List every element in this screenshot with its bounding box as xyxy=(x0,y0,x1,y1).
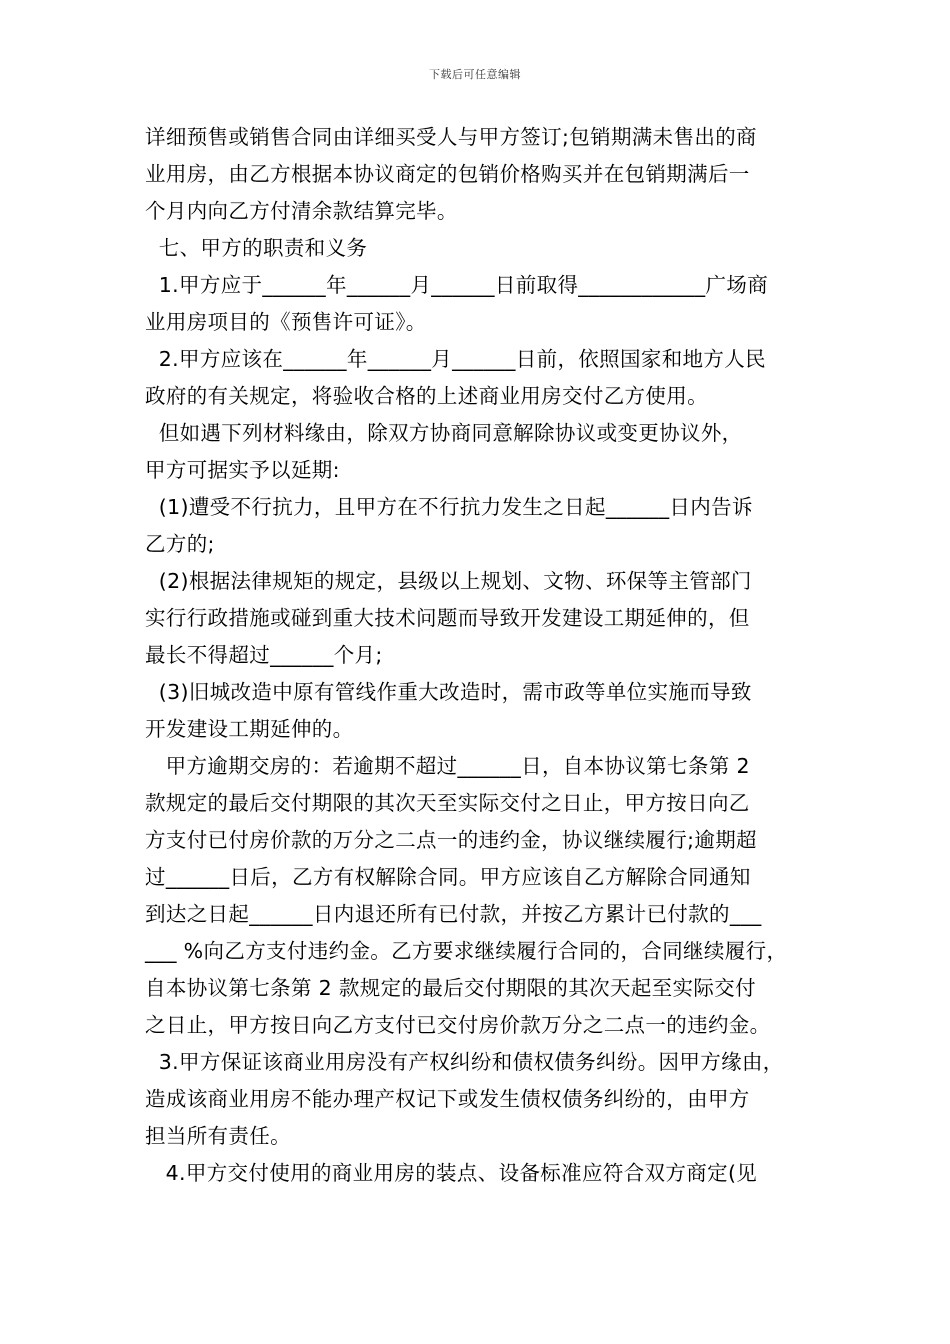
text-line: 业用房项目的《预售许可证》。 xyxy=(145,310,427,334)
text-line: 政府的有关规定，将验收合格的上述商业用房交付乙方使用。 xyxy=(145,384,708,408)
text-line: 2.甲方应该在______年______月______日前，依照国家和地方人民 xyxy=(145,347,766,371)
page-header: 下载后可任意编辑 xyxy=(429,68,521,81)
document-body xyxy=(145,119,815,1192)
text-line: 到达之日起______日内退还所有已付款，并按乙方累计已付款的___ xyxy=(145,902,762,926)
section-heading: 七、甲方的职责和义务 xyxy=(145,236,368,260)
text-line: (1)遭受不行抗力，且甲方在不行抗力发生之日起______日内告诉 xyxy=(145,495,753,519)
text-line: 详细预售或销售合同由详细买受人与甲方签订;包销期满未售出的商 xyxy=(145,125,757,149)
text-line: 4.甲方交付使用的商业用房的装点、设备标准应符合双方商定(见 xyxy=(145,1161,758,1185)
text-line: 但如遇下列材料缘由，除双方协商同意解除协议或变更协议外， xyxy=(145,421,743,445)
text-line: 之日止，甲方按日向乙方支付已交付房价款万分之二点一的违约金。 xyxy=(145,1013,771,1037)
text-line: 方支付已付房价款的万分之二点一的违约金，协议继续履行;逾期超 xyxy=(145,828,757,852)
text-line: 1.甲方应于______年______月______日前取得____________广场商 xyxy=(145,273,769,297)
text-line: 自本协议第七条第 2 款规定的最后交付期限的其次天起至实际交付 xyxy=(145,976,756,1000)
text-line: 担当所有责任。 xyxy=(145,1124,291,1148)
text-line: 甲方逾期交房的：若逾期不超过______日，自本协议第七条第 2 xyxy=(145,754,750,778)
text-line: 乙方的; xyxy=(145,532,215,556)
text-line: 过______日后，乙方有权解除合同。甲方应该自乙方解除合同通知 xyxy=(145,865,751,889)
text-line: 3.甲方保证该商业用房没有产权纠纷和债权债务纠纷。因甲方缘由， xyxy=(145,1050,784,1074)
text-line: 造成该商业用房不能办理产权记下或发生债权债务纠纷的，由甲方 xyxy=(145,1087,750,1111)
text-line: 款规定的最后交付期限的其次天至实际交付之日止，甲方按日向乙 xyxy=(145,791,750,815)
text-line: (2)根据法律规矩的规定，县级以上规划、文物、环保等主管部门 xyxy=(145,569,752,593)
text-line: 个月内向乙方付清余款结算完毕。 xyxy=(145,199,458,223)
text-line: 实行行政措施或碰到重大技术问题而导致开发建设工期延伸的，但 xyxy=(145,606,750,630)
text-line: 甲方可据实予以延期: xyxy=(145,458,340,482)
text-line: 业用房，由乙方根据本协议商定的包销价格购买并在包销期满后一 xyxy=(145,162,750,186)
text-line: 最长不得超过______个月; xyxy=(145,643,383,667)
text-line: 开发建设工期延伸的。 xyxy=(145,717,354,741)
text-line: (3)旧城改造中原有管线作重大改造时，需市政等单位实施而导致 xyxy=(145,680,752,704)
text-line: ___ %向乙方支付违约金。乙方要求继续履行合同的，合同继续履行， xyxy=(145,939,788,963)
